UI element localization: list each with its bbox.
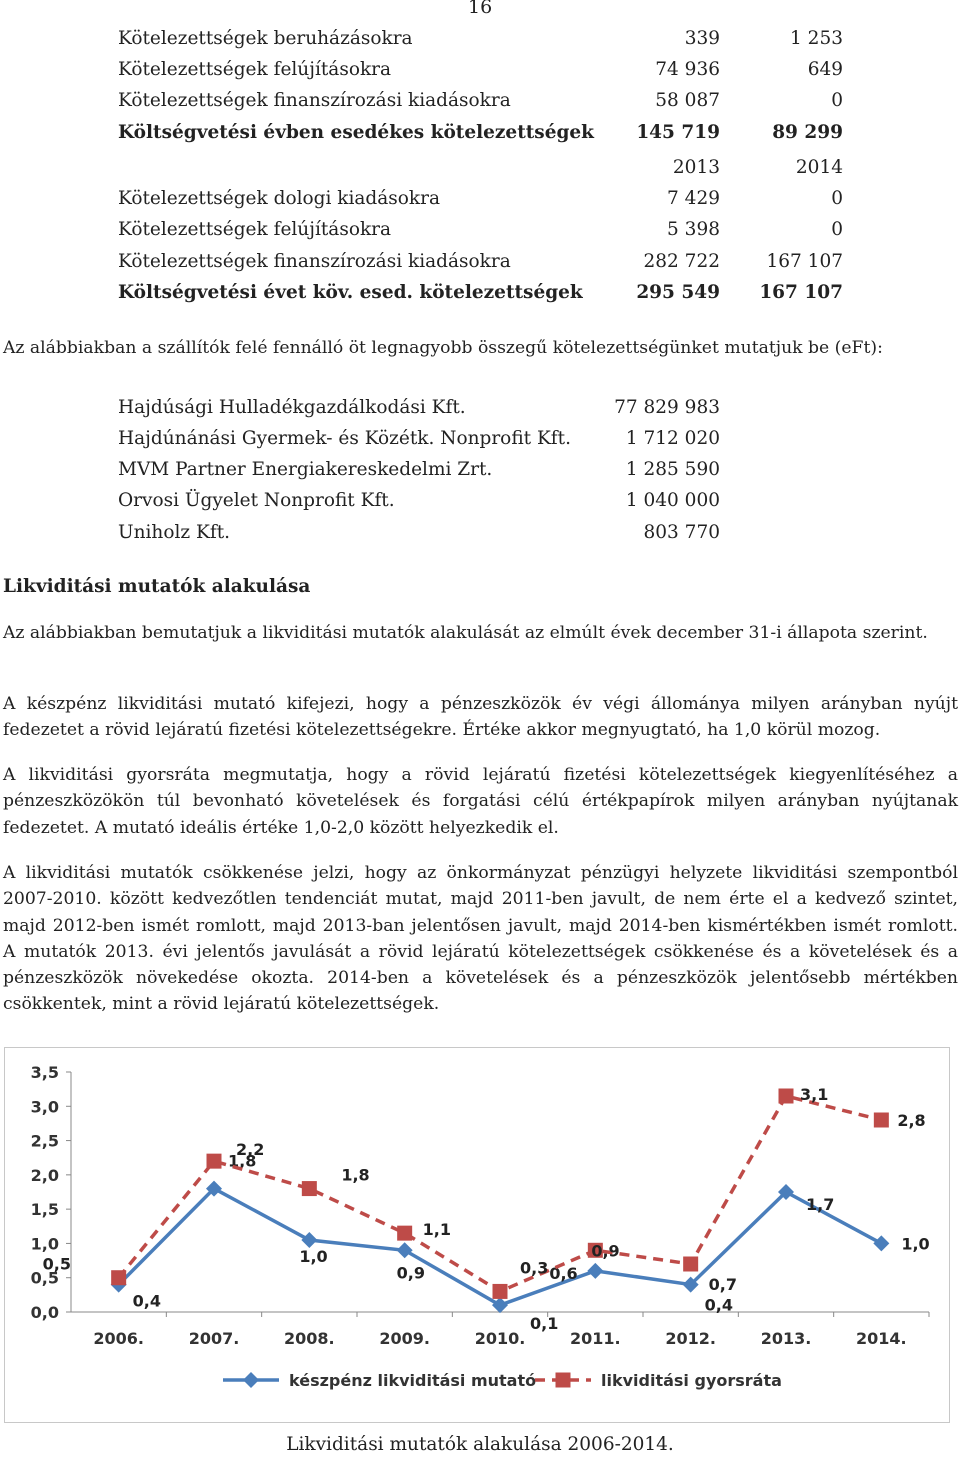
table-row	[118, 183, 843, 214]
liquidity-chart	[4, 1047, 950, 1423]
row-value: 649	[807, 59, 843, 81]
data-label: 0,5	[42, 1254, 72, 1274]
y-tick-label: 1,0	[30, 1234, 59, 1254]
chart-svg	[5, 1048, 949, 1422]
data-point-square	[779, 1089, 794, 1104]
data-point-diamond	[301, 1232, 317, 1248]
row-value: 5 398	[667, 219, 720, 241]
data-label: 1,8	[341, 1165, 370, 1185]
data-label: 1,1	[422, 1220, 452, 1240]
row-value: 339	[684, 28, 720, 50]
paragraph: A likviditási gyorsráta megmutatja, hogy a rövid lejáratú fizetési kötelezettségek kiegyenlítéséhez a pénzeszközökön túl bevonható követelések és forgatási célú értékpapírok milyen arányban nyújtanak fedezetet. A mutató ideális értéke 1,0-2,0 között helyezkedik el.	[3, 765, 958, 838]
chart-caption: Likviditási mutatók alakulása 2006-2014.	[286, 1434, 674, 1455]
table-row	[118, 54, 843, 85]
data-point-diamond	[873, 1235, 889, 1251]
data-label: 1,7	[806, 1195, 835, 1214]
data-point-square	[493, 1284, 508, 1299]
y-tick-label: 3,0	[30, 1097, 59, 1117]
row-label: Kötelezettségek finanszírozási kiadásokra	[118, 90, 511, 112]
data-label: 0,7	[708, 1275, 738, 1294]
suppliers-intro: Az alábbiakban a szállítók felé fennálló öt legnagyobb összegű kötelezettségünket mutatjuk be (eFt):	[3, 338, 883, 358]
row-value: 7 429	[667, 188, 720, 210]
data-point-square	[302, 1181, 317, 1196]
y-tick-label: 0,5	[30, 1268, 59, 1288]
data-label: 0,1	[530, 1314, 559, 1334]
data-point-square	[111, 1270, 126, 1285]
year-header: 2013	[672, 157, 720, 179]
supplier-value: 803 770	[643, 522, 720, 543]
legend-marker	[556, 1373, 571, 1388]
data-point-square	[683, 1257, 698, 1272]
supplier-value: 77 829 983	[614, 397, 720, 418]
row-label: Kötelezettségek beruházásokra	[118, 28, 413, 50]
legend-label: készpénz likviditási mutató	[289, 1371, 537, 1390]
row-value: 167 107	[759, 281, 843, 303]
data-point-square	[874, 1113, 889, 1128]
supplier-name: Hajdúsági Hulladékgazdálkodási Kft.	[118, 397, 466, 418]
data-point-diamond	[492, 1297, 508, 1313]
data-label: 0,4	[704, 1295, 734, 1315]
row-value: 167 107	[766, 250, 843, 272]
data-label: 2,8	[897, 1111, 926, 1130]
table-total-row	[118, 277, 843, 308]
series-line	[119, 1096, 882, 1291]
page-number: 16	[468, 0, 493, 18]
table-row	[118, 23, 843, 54]
y-tick-label: 0,0	[30, 1303, 59, 1322]
row-label: Kötelezettségek felújításokra	[118, 59, 392, 81]
legend-marker	[243, 1372, 259, 1388]
x-tick-label: 2014.	[856, 1329, 907, 1348]
row-label: Költségvetési évben esedékes kötelezettségek	[118, 121, 594, 143]
x-tick-label: 2011.	[570, 1329, 621, 1348]
supplier-value: 1 040 000	[625, 490, 720, 511]
data-label: 0,3	[520, 1258, 549, 1278]
y-tick-label: 3,5	[30, 1063, 59, 1082]
row-value: 0	[831, 188, 843, 210]
row-label: Kötelezettségek dologi kiadásokra	[118, 188, 441, 210]
y-tick-label: 2,5	[30, 1131, 59, 1151]
row-label: Kötelezettségek finanszírozási kiadásokra	[118, 250, 511, 272]
obligations-table	[118, 23, 843, 148]
x-tick-label: 2007.	[188, 1329, 240, 1348]
x-tick-label: 2008.	[284, 1329, 335, 1348]
data-point-diamond	[587, 1263, 603, 1279]
row-value: 89 299	[772, 121, 843, 143]
supplier-name: Uniholz Kft.	[118, 522, 231, 543]
x-tick-label: 2012.	[665, 1329, 716, 1348]
row-value: 74 936	[655, 59, 720, 81]
section-heading: Likviditási mutatók alakulása	[3, 576, 311, 597]
row-value: 0	[831, 219, 843, 241]
data-label: 1,8	[228, 1151, 257, 1171]
y-tick-label: 1,5	[30, 1200, 59, 1220]
row-value: 295 549	[636, 281, 720, 303]
supplier-name: MVM Partner Energiakereskedelmi Zrt.	[118, 459, 493, 480]
table-row	[118, 246, 843, 277]
supplier-name: Hajdúnánási Gyermek- és Közétk. Nonprofit Kft.	[118, 428, 571, 449]
supplier-value: 1 712 020	[625, 428, 720, 449]
data-label: 1,0	[901, 1234, 930, 1254]
supplier-name: Orvosi Ügyelet Nonprofit Kft.	[118, 490, 395, 511]
table-row	[118, 214, 843, 245]
table-header-row	[118, 152, 843, 183]
data-label: 0,4	[132, 1291, 162, 1311]
row-label	[118, 152, 598, 183]
next-year-obligations-table	[118, 152, 843, 308]
row-value: 1 253	[790, 28, 843, 50]
paragraph: A likviditási mutatók csökkenése jelzi, hogy az önkormányzat pénzügyi helyzete likviditási szempontból 2007-2010. között kedvezőtlen tendenciát mutat, majd 2011-ben javult, de nem érte el a kedvező szintet, majd 2012-ben ismét romlott, majd 2013-ban jelentősen javult, majd 2014-ben kismértékben ismét romlott. A mutatók 2013. évi jelentős javulását a rövid lejáratú kötelezettségek csökkenése és a követelések és a pénzeszközök növekedése okozta. 2014-ben a követelések és a pénzeszközök jelentősebb mértékben csökkentek, mint a rövid lejáratú kötelezettségek.	[3, 863, 958, 1015]
table-total-row	[118, 117, 843, 148]
y-tick-label: 2,0	[30, 1165, 59, 1185]
row-value: 282 722	[643, 250, 720, 272]
data-label: 1,0	[299, 1247, 328, 1266]
supplier-value: 1 285 590	[625, 459, 720, 480]
row-value: 0	[831, 90, 843, 112]
data-label: 0,6	[549, 1263, 578, 1283]
row-value: 145 719	[636, 121, 720, 143]
row-label: Kötelezettségek felújításokra	[118, 219, 392, 241]
x-tick-label: 2010.	[474, 1329, 526, 1348]
x-tick-label: 2013.	[760, 1329, 812, 1348]
x-tick-label: 2006.	[93, 1329, 144, 1348]
row-value: 58 087	[655, 90, 720, 112]
data-label: 0,9	[396, 1263, 426, 1283]
data-label: 3,1	[800, 1085, 829, 1104]
data-label: 2,2	[236, 1140, 265, 1160]
year-header: 2014	[795, 157, 843, 179]
table-row	[118, 85, 843, 116]
data-label: 0,9	[591, 1241, 620, 1261]
data-point-square	[207, 1154, 222, 1169]
legend-label: likviditási gyorsráta	[601, 1371, 782, 1390]
data-point-square	[397, 1226, 412, 1241]
x-tick-label: 2009.	[379, 1329, 430, 1348]
paragraph: A készpénz likviditási mutató kifejezi, hogy a pénzeszközök év végi állománya milyen arányban nyújt fedezetet a rövid lejáratú fizetési kötelezettségekre. Értéke akkor megnyugtató, ha 1,0 körül mozog.	[3, 694, 958, 741]
row-label: Költségvetési évet köv. esed. kötelezettségek	[118, 281, 583, 303]
data-point-diamond	[397, 1242, 413, 1258]
paragraph: Az alábbiakban bemutatjuk a likviditási mutatók alakulását az elmúlt évek december 31-i állapota szerint.	[3, 623, 928, 643]
